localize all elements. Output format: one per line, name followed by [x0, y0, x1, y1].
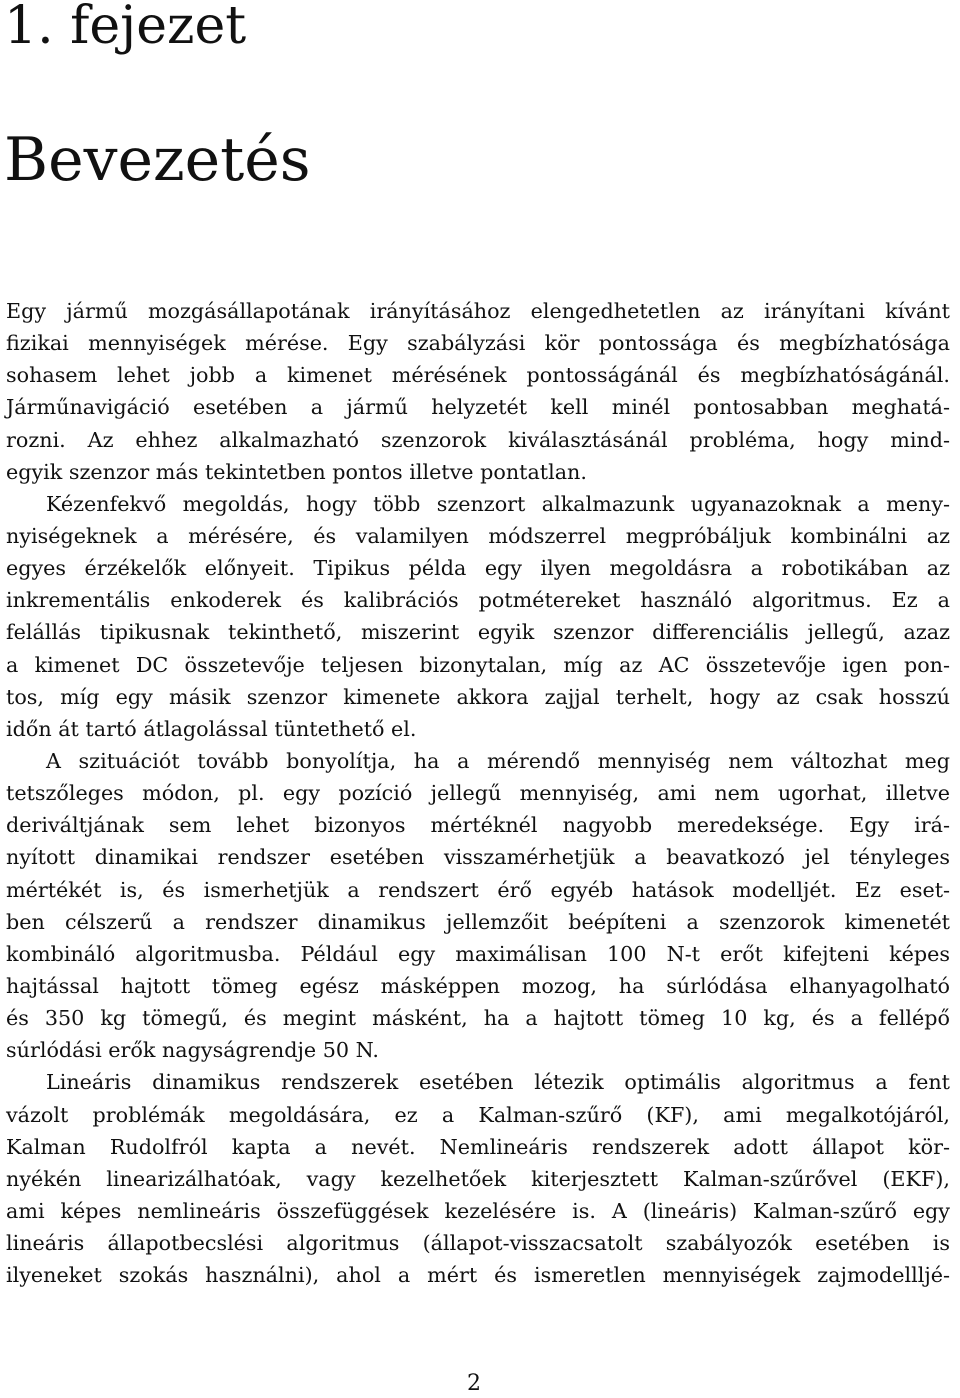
text-line: A szituációt tovább bonyolítja, ha a mérendő mennyiség nem változhat meg — [46, 748, 950, 773]
text-line: és 350 kg tömegű, és megint másként, ha a hajtott tömeg 10 kg, és a fellépő — [6, 1006, 950, 1031]
text-line: tos, míg egy másik szenzor kimenete akkora zajjal terhelt, hogy az csak hosszú — [6, 684, 950, 709]
chapter-label: 1. fejezet — [4, 0, 247, 56]
paragraph-2 — [6, 488, 950, 745]
text-line: időn át tartó átlagolással tüntethető el. — [6, 716, 417, 741]
text-line: rozni. Az ehhez alkalmazható szenzorok kiválasztásánál probléma, hogy mind- — [6, 427, 950, 452]
text-line: Kézenfekvő megoldás, hogy több szenzort alkalmazunk ugyanazoknak a meny- — [46, 491, 950, 516]
paragraph-4 — [6, 1066, 950, 1291]
text-line: Lineáris dinamikus rendszerek esetében létezik optimális algoritmus a fent — [46, 1070, 950, 1095]
text-line: súrlódási erők nagyságrendje 50 N. — [6, 1038, 379, 1063]
text-line: lineáris állapotbecslési algoritmus (állapot-visszacsatolt szabályozók esetében is — [6, 1231, 950, 1256]
text-line: ami képes nemlineáris összefüggések kezelésére is. A (lineáris) Kalman-szűrő egy — [6, 1198, 950, 1223]
text-line: fizikai mennyiségek mérése. Egy szabályzási kör pontossága és megbízhatósága — [6, 331, 950, 356]
text-line: nyiségeknek a mérésére, és valamilyen módszerrel megpróbáljuk kombinálni az — [6, 523, 950, 548]
text-line: Kalman Rudolfról kapta a nevét. Nemlineáris rendszerek adott állapot kör- — [6, 1134, 950, 1159]
text-line: nyékén linearizálhatóak, vagy kezelhetőek kiterjesztett Kalman-szűrővel (EKF), — [6, 1166, 950, 1191]
text-line: sohasem lehet jobb a kimenet mérésének pontosságánál és megbízhatóságánál. — [6, 363, 950, 388]
text-line: Egy jármű mozgásállapotának irányításához elengedhetetlen az irányítani kívánt — [6, 299, 950, 323]
page-number: 2 — [467, 1371, 481, 1396]
text-line: ben célszerű a rendszer dinamikus jellemzőit beépíteni a szenzorok kimenetét — [6, 909, 950, 934]
paragraph-1 — [6, 295, 950, 488]
text-line: felállás tipikusnak tekinthető, miszerint egyik szenzor differenciális jellegű, azaz — [6, 620, 950, 645]
paragraph-3 — [6, 745, 950, 1066]
text-line: kombináló algoritmusba. Például egy maximálisan 100 N-t erőt kifejteni képes — [6, 941, 950, 966]
text-line: nyított dinamikai rendszer esetében visszamérhetjük a beavatkozó jel tényleges — [6, 845, 950, 870]
body-text — [6, 295, 950, 1291]
chapter-title: Bevezetés — [4, 125, 311, 195]
text-line: egyes érzékelők előnyeit. Tipikus példa egy ilyen megoldásra a robotikában az — [6, 556, 950, 581]
text-line: mértékét is, és ismerhetjük a rendszert érő egyéb hatások modelljét. Ez eset- — [6, 877, 950, 902]
text-line: Járműnavigáció esetében a jármű helyzetét kell minél pontosabban meghatá- — [6, 395, 950, 420]
text-line: vázolt problémák megoldására, ez a Kalman-szűrő (KF), ami megalkotójáról, — [6, 1102, 950, 1127]
text-line: deriváltjának sem lehet bizonyos mértéknél nagyobb meredeksége. Egy irá- — [6, 813, 950, 838]
text-line: hajtással hajtott tömeg egész másképpen mozog, ha súrlódása elhanyagolható — [6, 973, 950, 998]
text-line: ilyeneket szokás használni), ahol a mért és ismeretlen mennyiségek zajmodellljé- — [6, 1263, 950, 1288]
text-line: egyik szenzor más tekintetben pontos illetve pontatlan. — [6, 459, 587, 484]
text-line: tetszőleges módon, pl. egy pozíció jellegű mennyiség, ami nem ugorhat, illetve — [6, 781, 950, 806]
text-line: a kimenet DC összetevője teljesen bizonytalan, míg az AC összetevője igen pon- — [6, 652, 950, 677]
text-line: inkrementális enkoderek és kalibrációs potmétereket használó algoritmus. Ez a — [6, 588, 950, 613]
